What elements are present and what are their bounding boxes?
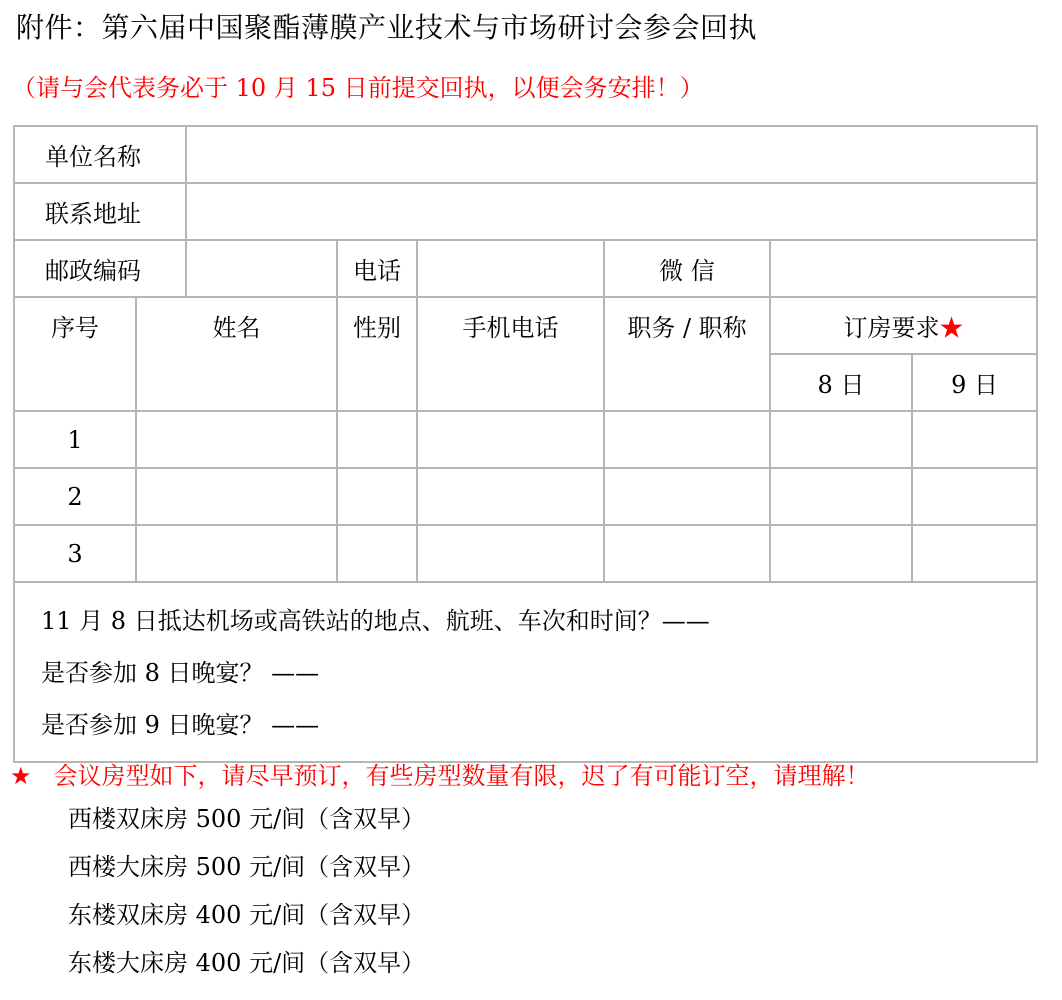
day8-field[interactable] <box>770 468 912 525</box>
list-item: 东楼双床房 400 元/间（含双早） <box>68 901 426 929</box>
day8-field[interactable] <box>770 525 912 582</box>
header-day8: 8 日 <box>770 354 912 411</box>
day9-field[interactable] <box>912 468 1037 525</box>
questions-cell <box>14 582 1037 762</box>
star-icon: ★ <box>939 314 964 342</box>
address-field[interactable] <box>186 183 1037 240</box>
header-no: 序号 <box>14 297 136 411</box>
list-item: 西楼双床房 500 元/间（含双早） <box>68 805 426 833</box>
postcode-label: 邮政编码 <box>14 240 186 297</box>
wechat-field[interactable] <box>770 240 1037 297</box>
deadline-notice: （请与会代表务必于 10 月 15 日前提交回执，以便会务安排！） <box>12 74 704 102</box>
room-request-label: 订房要求 <box>843 314 940 342</box>
attendee-header-row <box>14 297 1037 354</box>
table-row <box>14 411 1037 468</box>
day9-field[interactable] <box>912 525 1037 582</box>
day8-field[interactable] <box>770 411 912 468</box>
room-types-note-text: 会议房型如下，请尽早预订，有些房型数量有限，迟了有可能订空，请理解！ <box>53 762 870 790</box>
name-field[interactable] <box>136 411 337 468</box>
arrival-question: 11 月 8 日抵达机场或高铁站的地点、航班、车次和时间？—— <box>41 607 710 635</box>
mobile-field[interactable] <box>417 468 604 525</box>
room-type-list <box>68 804 425 996</box>
dinner-9-question: 是否参加 9 日晚宴？ —— <box>41 711 320 739</box>
title-field[interactable] <box>604 525 770 582</box>
header-room-request <box>770 297 1037 354</box>
phone-field[interactable] <box>417 240 604 297</box>
gender-field[interactable] <box>337 468 417 525</box>
registration-form-table <box>13 125 1038 763</box>
address-label: 联系地址 <box>14 183 186 240</box>
row-number: 3 <box>14 525 136 582</box>
day9-field[interactable] <box>912 411 1037 468</box>
header-day9: 9 日 <box>912 354 1037 411</box>
questions-row <box>14 582 1037 762</box>
header-mobile: 手机电话 <box>417 297 604 411</box>
header-name: 姓名 <box>136 297 337 411</box>
name-field[interactable] <box>136 525 337 582</box>
gender-field[interactable] <box>337 525 417 582</box>
title-field[interactable] <box>604 468 770 525</box>
company-row <box>14 126 1037 183</box>
company-label: 单位名称 <box>14 126 186 183</box>
title-field[interactable] <box>604 411 770 468</box>
postcode-field[interactable] <box>186 240 337 297</box>
table-row <box>14 468 1037 525</box>
header-gender: 性别 <box>337 297 417 411</box>
row-number: 2 <box>14 468 136 525</box>
address-row <box>14 183 1037 240</box>
room-types-note <box>10 756 870 791</box>
header-title: 职务 / 职称 <box>604 297 770 411</box>
mobile-field[interactable] <box>417 525 604 582</box>
gender-field[interactable] <box>337 411 417 468</box>
table-row <box>14 525 1037 582</box>
dinner-8-question: 是否参加 8 日晚宴？ —— <box>41 659 320 687</box>
wechat-label: 微 信 <box>604 240 770 297</box>
page-title: 附件：第六届中国聚酯薄膜产业技术与市场研讨会参会回执 <box>16 11 758 44</box>
contact-row <box>14 240 1037 297</box>
name-field[interactable] <box>136 468 337 525</box>
list-item: 东楼大床房 400 元/间（含双早） <box>68 949 426 977</box>
company-field[interactable] <box>186 126 1037 183</box>
list-item: 西楼大床房 500 元/间（含双早） <box>68 853 426 881</box>
mobile-field[interactable] <box>417 411 604 468</box>
star-icon: ★ <box>10 762 32 790</box>
row-number: 1 <box>14 411 136 468</box>
phone-label: 电话 <box>337 240 417 297</box>
